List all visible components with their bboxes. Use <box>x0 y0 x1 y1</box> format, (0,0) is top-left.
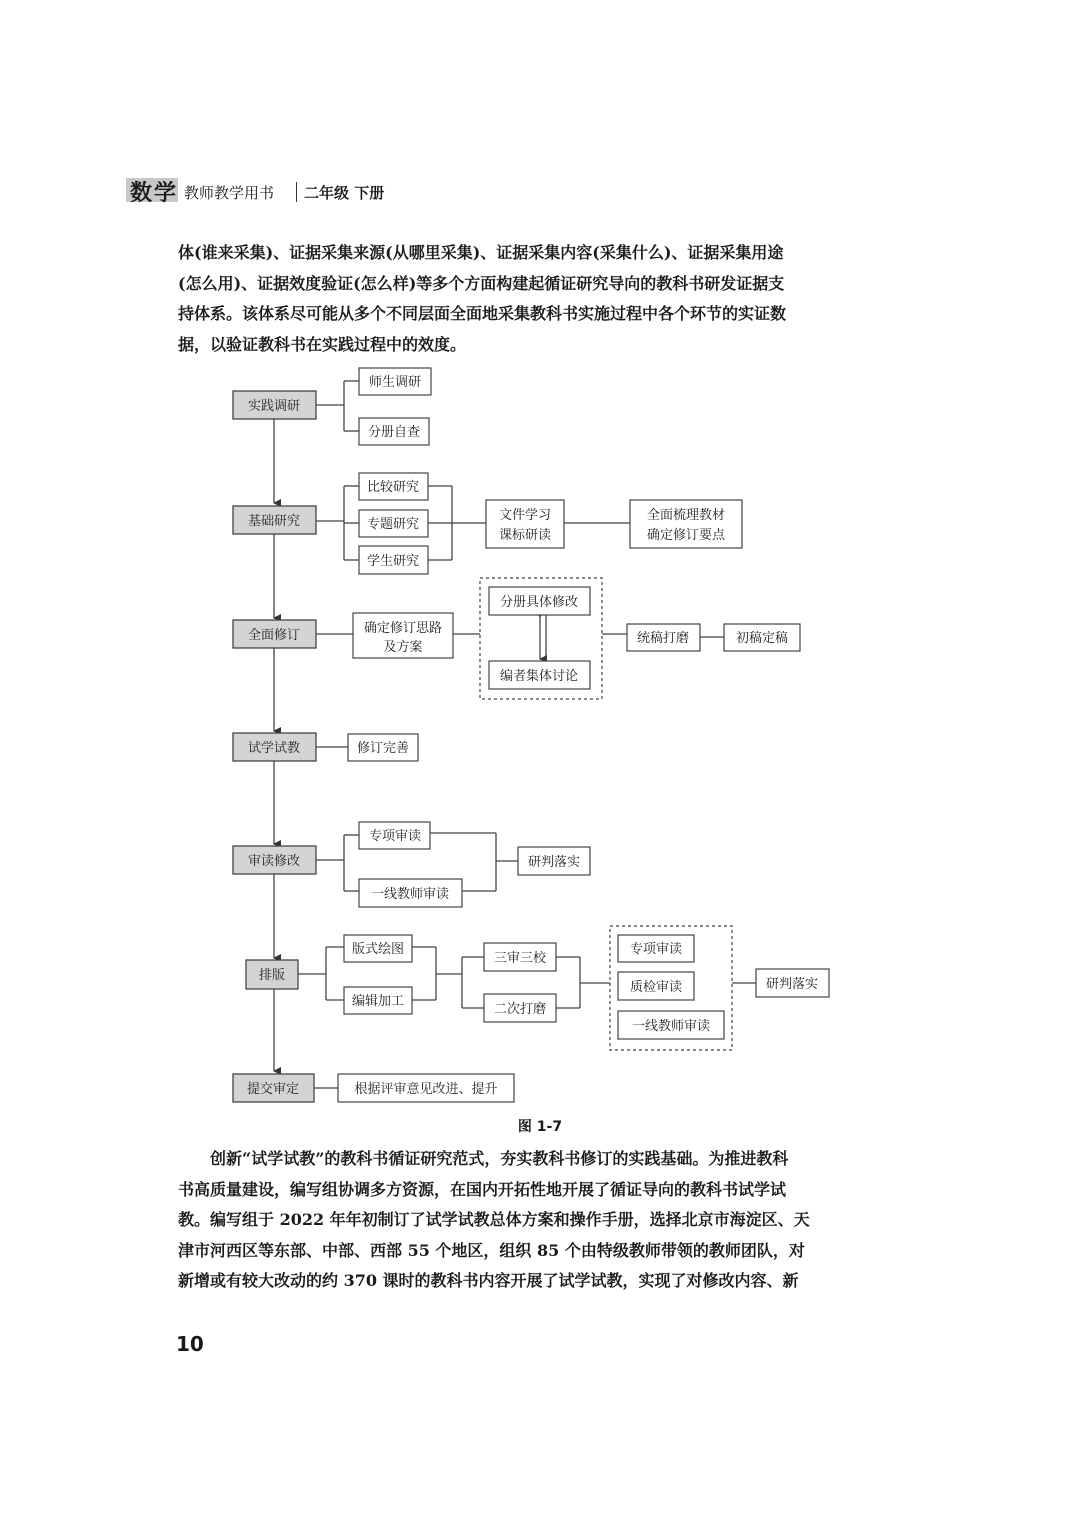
layout-drawing: 版式绘图 <box>351 942 405 957</box>
volume-self-check: 分册自查 <box>367 425 421 440</box>
quality-review: 质检审读 <box>629 980 683 995</box>
step-practice-research: 实践调研 <box>247 399 301 414</box>
second-polish: 二次打磨 <box>493 1002 547 1017</box>
body-line: 创新“试学试教”的教科书循证研究范式，夯实教科书修订的实践基础。为推进教科 <box>178 1149 789 1168</box>
figure-caption: 图 1-7 <box>517 1119 563 1135</box>
teacher-student-survey: 师生调研 <box>368 375 422 390</box>
body-line: 书高质量建设，编写组协调多方资源，在国内开拓性地开展了循证导向的教科书试学试 <box>178 1179 787 1199</box>
evaluate-implement: 研判落实 <box>527 855 581 870</box>
document-study: 文件学习 <box>498 508 552 523</box>
intro-line: (怎么用)、证据效度验证(怎么样)等多个方面构建起循证研究导向的教科书研发证据支 <box>178 273 785 293</box>
book-title: 教师教学用书 <box>184 184 275 202</box>
topical-study: 专题研究 <box>366 517 420 532</box>
intro-line: 持体系。该体系尽可能从多个不同层面全面地采集教科书实施过程中各个环节的实证数 <box>178 304 787 323</box>
layout-evaluate-implement: 研判落实 <box>765 977 819 992</box>
layout-frontline-teacher-review: 一线教师审读 <box>631 1019 711 1034</box>
frontline-teacher-review: 一线教师审读 <box>370 887 450 902</box>
step-typesetting: 排版 <box>258 968 286 983</box>
draft-polish: 统稿打磨 <box>636 631 690 646</box>
step-basic-research: 基础研究 <box>247 514 301 529</box>
layout-special-review: 专项审读 <box>629 942 683 957</box>
step-review-revise: 审读修改 <box>247 854 301 869</box>
revision-plan-line-1: 确定修订思路 <box>363 621 443 636</box>
editing-processing: 编辑加工 <box>351 994 405 1009</box>
special-review: 专项审读 <box>368 829 422 844</box>
body-line: 津市河西区等东部、中部、西部 55 个地区，组织 85 个由特级教师带领的教师团队，对 <box>178 1240 805 1260</box>
comparative-study: 比较研究 <box>366 480 420 495</box>
three-reviews-three-proofs: 三审三校 <box>493 951 547 966</box>
intro-line: 据，以验证教科书在实践过程中的效度。 <box>178 334 467 354</box>
sort-textbook: 全面梳理教材 <box>646 508 726 523</box>
define-revision-points: 确定修订要点 <box>646 528 726 543</box>
revision-plan-line-2: 及方案 <box>383 640 423 655</box>
body-paragraph <box>178 1144 882 1297</box>
editor-group-discussion: 编者集体讨论 <box>499 669 579 684</box>
step-trial-teaching: 试学试教 <box>247 741 301 756</box>
subject-logo: 数学 <box>130 180 179 206</box>
step-full-revision: 全面修订 <box>247 628 301 643</box>
improve-per-review: 根据评审意见改进、提升 <box>354 1082 498 1097</box>
body-line: 新增或有较大改动的约 370 课时的教科书内容开展了试学试教，实现了对修改内容、新 <box>178 1271 799 1290</box>
body-line: 教。编写组于 2022 年年初制订了试学试教总体方案和操作手册，选择北京市海淀区、天 <box>178 1210 810 1229</box>
grade-label: 二年级 下册 <box>304 184 385 202</box>
draft-finalize: 初稿定稿 <box>735 631 789 646</box>
student-study: 学生研究 <box>366 554 420 569</box>
revise-improve: 修订完善 <box>356 741 410 756</box>
volume-specific-edit: 分册具体修改 <box>499 595 579 610</box>
intro-line: 体(谁来采集)、证据采集来源(从哪里采集)、证据采集内容(采集什么)、证据采集用途 <box>178 243 784 262</box>
page-number: 10 <box>176 1332 204 1356</box>
curriculum-standard-study: 课标研读 <box>498 528 552 543</box>
step-submit-approval: 提交审定 <box>246 1082 300 1097</box>
